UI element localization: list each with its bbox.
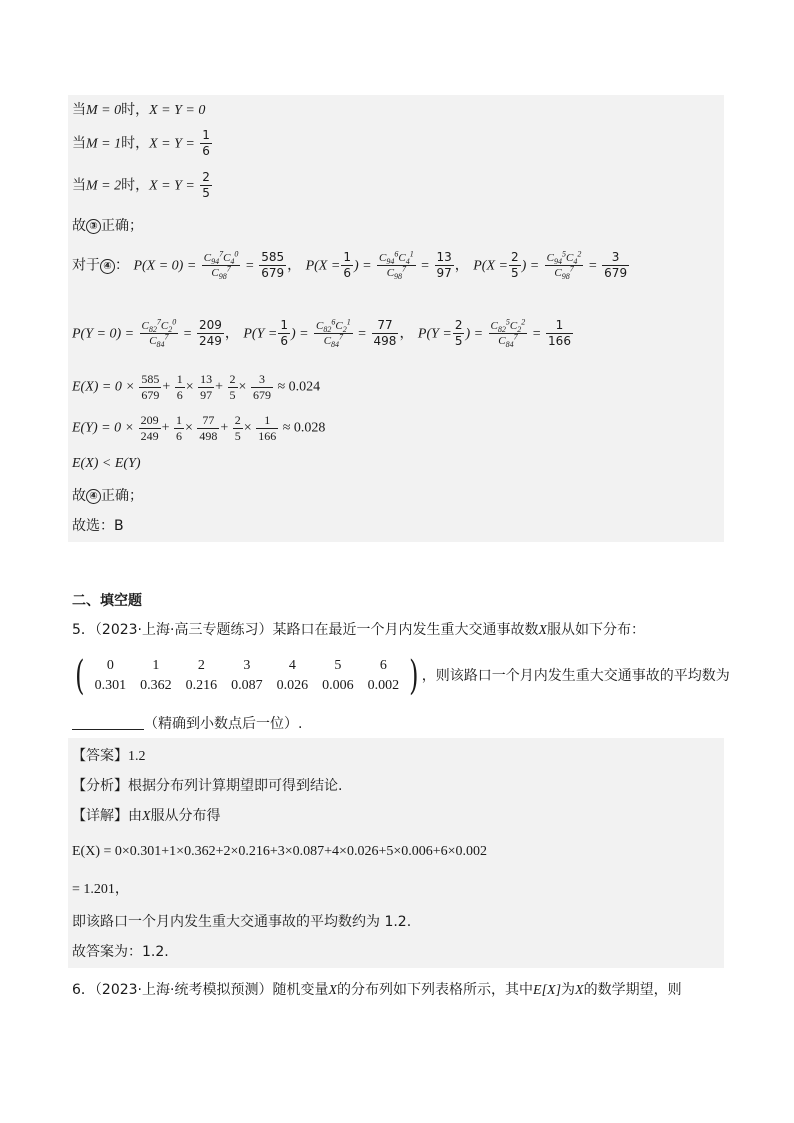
answer-blank[interactable] [72, 715, 144, 730]
case-m0: 当M = 0时，X = Y = 0 [72, 102, 206, 118]
final-choice: 故选：B [72, 518, 124, 534]
case-m2: 当M = 2时，X = Y = $\frac{2}{5}$ [72, 170, 210, 200]
conclusion-3: 故 ③ 正确； [72, 218, 143, 234]
dist-value: 6 [379, 658, 387, 673]
py-line: P(Y = 0) = $\frac{C_{82}^7C_2^0}{C_{84}^7}$ = $\frac{209}{249}$ ， P(Y = $\frac{1}{6}$ ) = $\frac{C_{82}^6C_2^1}{C_{84}^7}$ = $\frac{77}{498}$ ， P(Y = $\frac{2}{5}$ ) = $\frac{C_{82}^5C_2^2}{C_{84}^7}$ = $\frac{1}{166}$ [72, 317, 571, 350]
px-line: 对于 ④ ： P(X = 0) = $\frac{C_{94}^7C_4^0}{C_{98}^7}$ = $\frac{585}{679}$ ， P(X = $\frac{1}{6}$ ) = $\frac{C_{94}^6C_4^1}{C_{98}^7}$ = $\frac{13}{97}$ ， P(X = $\frac{2}{5}$ ) = $\frac{C_{94}^5C_4^2}{C_{98}^7}$ = $\frac{3}{679}$ [72, 249, 628, 282]
dist-value: 3 [243, 658, 251, 673]
dist-value: 1 [152, 658, 160, 673]
ey-line: E(Y) = 0 × $\frac{209}{249}$ + $\frac{1}{6}$ × $\frac{77}{498}$ + $\frac{2}{5}$ × $\frac{1}{166}$ ≈ 0.028 [72, 413, 326, 443]
conclusion-4: 故 ④ 正确； [72, 488, 143, 504]
dist-prob: 0.002 [367, 678, 400, 693]
q5-result: = 1.201， [72, 882, 129, 897]
dist-value: 4 [288, 658, 296, 673]
q5-final-answer: 故答案为：1.2. [72, 944, 169, 960]
q6-stem: 6．（2023·上海·统考模拟预测）随机变量X的分布列如下列表格所示，其中E[X]为X的数学期望，则 [72, 982, 682, 998]
dist-prob: 0.087 [231, 678, 263, 693]
q5-summary: 即该路口一个月内发生重大交通事故的平均数约为 1.2. [72, 914, 412, 930]
ex-line: E(X) = 0 × $\frac{585}{679}$ + $\frac{1}{6}$ × $\frac{13}{97}$ + $\frac{2}{5}$ × $\frac{3}{679}$ ≈ 0.024 [72, 372, 321, 402]
q5-analysis: 【分析】根据分布列计算期望即可得到结论. [72, 778, 343, 794]
fraction: $\frac{2}{5}$ [202, 170, 210, 200]
dist-value: 0 [106, 658, 114, 673]
q5-formula: E(X) = 0×0.301+1×0.362+2×0.216+3×0.087+4×0.026+5×0.006+6×0.002 [72, 844, 488, 859]
dist-value: 2 [197, 658, 205, 673]
q5-blank-line: （精确到小数点后一位）. [72, 714, 302, 734]
dist-prob: 0.216 [185, 678, 218, 693]
dist-prob: 0.026 [276, 678, 309, 693]
q5-stem: 5．（2023·上海·高三专题练习）某路口在最近一个月内发生重大交通事故数X服从如下分布： [72, 622, 646, 638]
dist-prob: 0.006 [322, 678, 354, 693]
case-m1: 当M = 1时，X = Y = $\frac{1}{6}$ [72, 128, 210, 158]
dist-prob: 0.301 [94, 678, 127, 693]
expectation-compare: E(X) < E(Y) [72, 456, 141, 471]
dist-prob: 0.362 [140, 678, 172, 693]
q5-answer: 【答案】1.2 [72, 748, 146, 764]
q5-distribution-line: ( 0 1 2 3 4 5 6 0.301 0.362 0.216 0.087 0.026 0.006 0.002 ) ，则该路口一个月内发生重大交通事故的平均数为 [72, 656, 730, 696]
dist-value: 5 [334, 658, 342, 673]
distribution-matrix: ( 0 1 2 3 4 5 6 0.301 0.362 0.216 0.087 0.026 0.006 0.002 ) [75, 653, 419, 699]
section-title: 二、填空题 [72, 593, 142, 609]
q5-detail: 【详解】由X服从分布得 [72, 808, 221, 824]
fraction: $\frac{1}{6}$ [202, 128, 210, 158]
